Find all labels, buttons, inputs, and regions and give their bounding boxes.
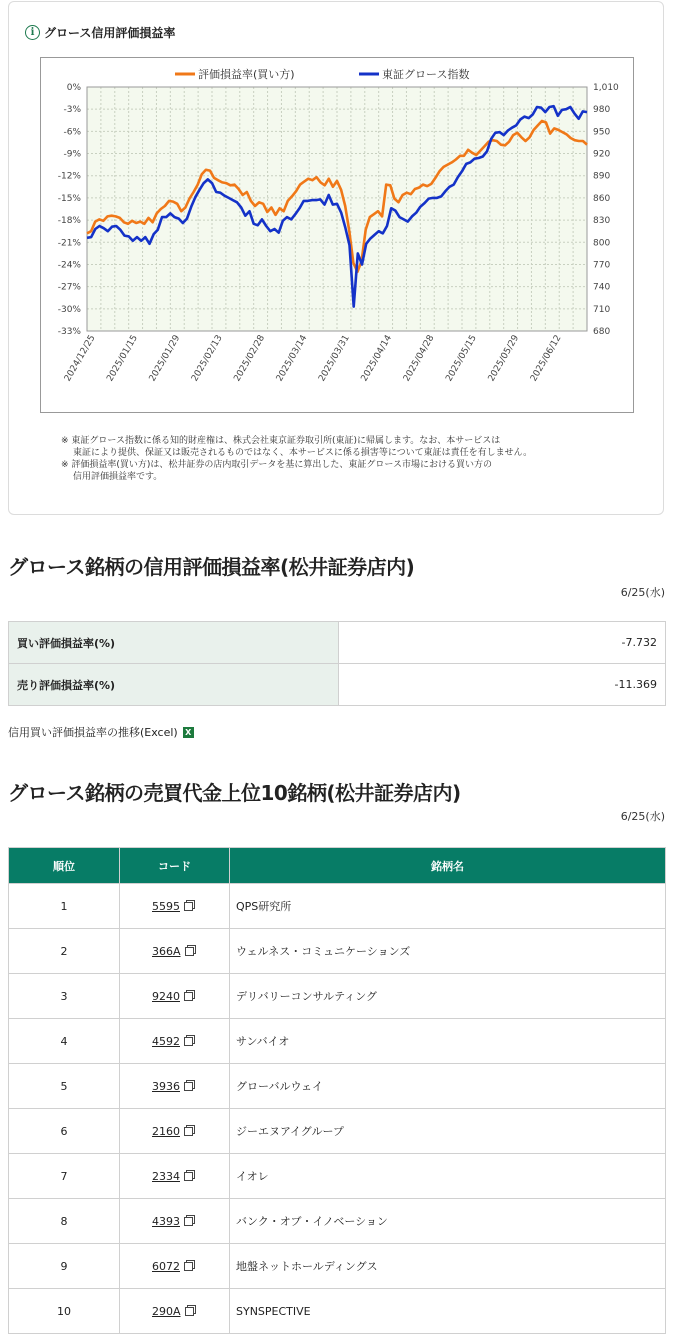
copy-icon[interactable] <box>184 992 193 1001</box>
code-cell <box>120 929 230 974</box>
buy-ratio-value: -7.732 <box>339 622 666 664</box>
copy-icon[interactable] <box>184 1262 193 1271</box>
note-line: ※ 東証グロース指数に係る知的財産権は、株式会社東京証券取引所(東証)に帰属します。なお、本サービスは <box>61 436 501 446</box>
table-row <box>9 1109 666 1154</box>
chart-notes <box>61 435 532 483</box>
table-row <box>9 1199 666 1244</box>
x-tick-label: 2025/04/28 <box>401 333 437 384</box>
excel-download-link[interactable] <box>8 724 194 740</box>
rank-cell: 9 <box>9 1244 120 1289</box>
rank-cell: 8 <box>9 1199 120 1244</box>
sell-ratio-value: -11.369 <box>339 664 666 706</box>
y-tick-label-right: 710 <box>593 304 611 315</box>
copy-icon[interactable] <box>184 1037 193 1046</box>
stock-code-link[interactable]: 9240 <box>152 989 180 1003</box>
y-tick-label-right: 860 <box>593 193 611 204</box>
x-tick-label: 2025/01/15 <box>105 333 140 384</box>
y-tick-label-left: -24% <box>57 260 81 271</box>
copy-icon[interactable] <box>184 1082 193 1091</box>
code-cell <box>120 1109 230 1154</box>
copy-icon[interactable] <box>185 947 194 956</box>
rank-cell: 5 <box>9 1064 120 1109</box>
table-header-row <box>9 848 666 884</box>
stock-code-link[interactable]: 4393 <box>152 1214 180 1228</box>
stock-name-cell: QPS研究所 <box>230 884 666 929</box>
x-tick-label: 2024/12/25 <box>63 333 98 384</box>
rank-cell: 1 <box>9 884 120 929</box>
stock-name-cell: ウェルネス・コミュニケーションズ <box>230 929 666 974</box>
y-tick-label-left: -18% <box>57 216 81 227</box>
x-tick-label: 2025/05/29 <box>486 333 522 384</box>
chart-title-text: グロース信用評価損益率 <box>44 26 176 40</box>
stock-code-link[interactable]: 6072 <box>152 1259 180 1273</box>
table-row <box>9 1289 666 1334</box>
x-tick-label: 2025/03/31 <box>317 333 352 384</box>
y-tick-label-right: 950 <box>593 127 611 138</box>
y-tick-label-left: -21% <box>57 238 81 249</box>
code-cell <box>120 884 230 929</box>
copy-icon[interactable] <box>184 1127 193 1136</box>
y-tick-label-right: 770 <box>593 260 611 271</box>
rank-header: 順位 <box>9 848 120 884</box>
buy-ratio-label: 買い評価損益率(%) <box>9 622 339 664</box>
excel-link-text[interactable]: 信用買い評価損益率の推移(Excel) <box>8 726 178 739</box>
x-tick-label: 2025/01/29 <box>147 333 183 384</box>
y-tick-label-left: -15% <box>57 193 81 204</box>
rank-cell: 4 <box>9 1019 120 1064</box>
margin-section-title: グロース銘柄の信用評価損益率(松井証券店内) <box>8 555 415 579</box>
y-tick-label-right: 680 <box>593 327 611 337</box>
name-header: 銘柄名 <box>230 848 666 884</box>
rank-cell: 3 <box>9 974 120 1019</box>
ranking-date: 6/25(水) <box>620 810 665 823</box>
code-cell <box>120 1154 230 1199</box>
line-chart <box>40 57 634 413</box>
stock-name-cell: ジーエヌアイグループ <box>230 1109 666 1154</box>
code-cell <box>120 1289 230 1334</box>
stock-name-cell: デリバリーコンサルティング <box>230 974 666 1019</box>
sell-ratio-label: 売り評価損益率(%) <box>9 664 339 706</box>
y-tick-label-left: -12% <box>57 171 81 182</box>
stock-code-link[interactable]: 366A <box>152 944 181 958</box>
note-line: ※ 評価損益率(買い方)は、松井証券の店内取引データを基に算出した、東証グロース市場における買い方の <box>61 460 492 470</box>
y-tick-label-left: -3% <box>63 105 81 116</box>
table-row <box>9 974 666 1019</box>
table-row <box>9 664 666 706</box>
y-tick-label-left: 0% <box>66 83 81 93</box>
y-tick-label-right: 800 <box>593 238 611 249</box>
rank-cell: 2 <box>9 929 120 974</box>
copy-icon[interactable] <box>184 902 193 911</box>
table-row <box>9 1154 666 1199</box>
rank-cell: 10 <box>9 1289 120 1334</box>
copy-icon[interactable] <box>185 1307 194 1316</box>
y-tick-label-right: 830 <box>593 216 611 227</box>
margin-date: 6/25(水) <box>620 586 665 599</box>
stock-name-cell: SYNSPECTIVE <box>230 1289 666 1334</box>
margin-ratio-table <box>8 621 666 706</box>
table-row <box>9 622 666 664</box>
table-row <box>9 1244 666 1289</box>
note-line: 信用評価損益率です。 <box>73 472 163 482</box>
y-tick-label-right: 740 <box>593 282 611 293</box>
table-row <box>9 929 666 974</box>
y-tick-label-right: 980 <box>593 105 611 116</box>
stock-code-link[interactable]: 4592 <box>152 1034 180 1048</box>
stock-name-cell: バンク・オブ・イノベーション <box>230 1199 666 1244</box>
copy-icon[interactable] <box>184 1217 193 1226</box>
info-icon[interactable]: i <box>25 25 40 40</box>
copy-icon[interactable] <box>184 1172 193 1181</box>
stock-code-link[interactable]: 3936 <box>152 1079 180 1093</box>
x-tick-label: 2025/03/14 <box>274 333 310 384</box>
note-line: 東証により提供、保証又は販売されるものではなく、本サービスに係る損害等について東証は責任を有しません。 <box>73 448 533 458</box>
code-cell <box>120 1244 230 1289</box>
y-tick-label-left: -30% <box>57 304 81 315</box>
chart-svg <box>41 58 633 412</box>
stock-code-link[interactable]: 5595 <box>152 899 180 913</box>
x-tick-label: 2025/02/28 <box>232 333 268 384</box>
rank-cell: 6 <box>9 1109 120 1154</box>
table-row <box>9 1064 666 1109</box>
chart-title <box>25 24 175 41</box>
y-tick-label-right: 1,010 <box>593 83 619 93</box>
rank-cell: 7 <box>9 1154 120 1199</box>
x-tick-label: 2025/02/13 <box>190 333 225 384</box>
table-row <box>9 884 666 929</box>
y-tick-label-left: -9% <box>63 149 81 160</box>
ranking-table <box>8 847 666 1334</box>
code-header: コード <box>120 848 230 884</box>
ranking-table-body <box>9 884 666 1334</box>
ranking-section-title: グロース銘柄の売買代金上位10銘柄(松井証券店内) <box>8 781 461 805</box>
y-tick-label-left: -33% <box>57 327 81 337</box>
stock-name-cell: サンバイオ <box>230 1019 666 1064</box>
stock-code-link[interactable]: 290A <box>152 1304 181 1318</box>
legend-label: 東証グロース指数 <box>382 68 470 81</box>
y-tick-label-right: 890 <box>593 171 611 182</box>
x-tick-label: 2025/06/12 <box>529 333 564 384</box>
stock-name-cell: 地盤ネットホールディングス <box>230 1244 666 1289</box>
y-tick-label-right: 920 <box>593 149 611 160</box>
code-cell <box>120 1064 230 1109</box>
code-cell <box>120 974 230 1019</box>
x-tick-label: 2025/04/14 <box>359 333 395 384</box>
code-cell <box>120 1019 230 1064</box>
excel-file-icon[interactable]: X <box>183 727 194 738</box>
code-cell <box>120 1199 230 1244</box>
stock-name-cell: グローバルウェイ <box>230 1064 666 1109</box>
table-row <box>9 1019 666 1064</box>
x-tick-label: 2025/05/15 <box>444 333 479 384</box>
y-tick-label-left: -6% <box>63 127 81 138</box>
y-tick-label-left: -27% <box>57 282 81 293</box>
stock-code-link[interactable]: 2334 <box>152 1169 180 1183</box>
stock-name-cell: イオレ <box>230 1154 666 1199</box>
chart-card <box>8 1 664 515</box>
stock-code-link[interactable]: 2160 <box>152 1124 180 1138</box>
legend-label: 評価損益率(買い方) <box>198 68 295 81</box>
